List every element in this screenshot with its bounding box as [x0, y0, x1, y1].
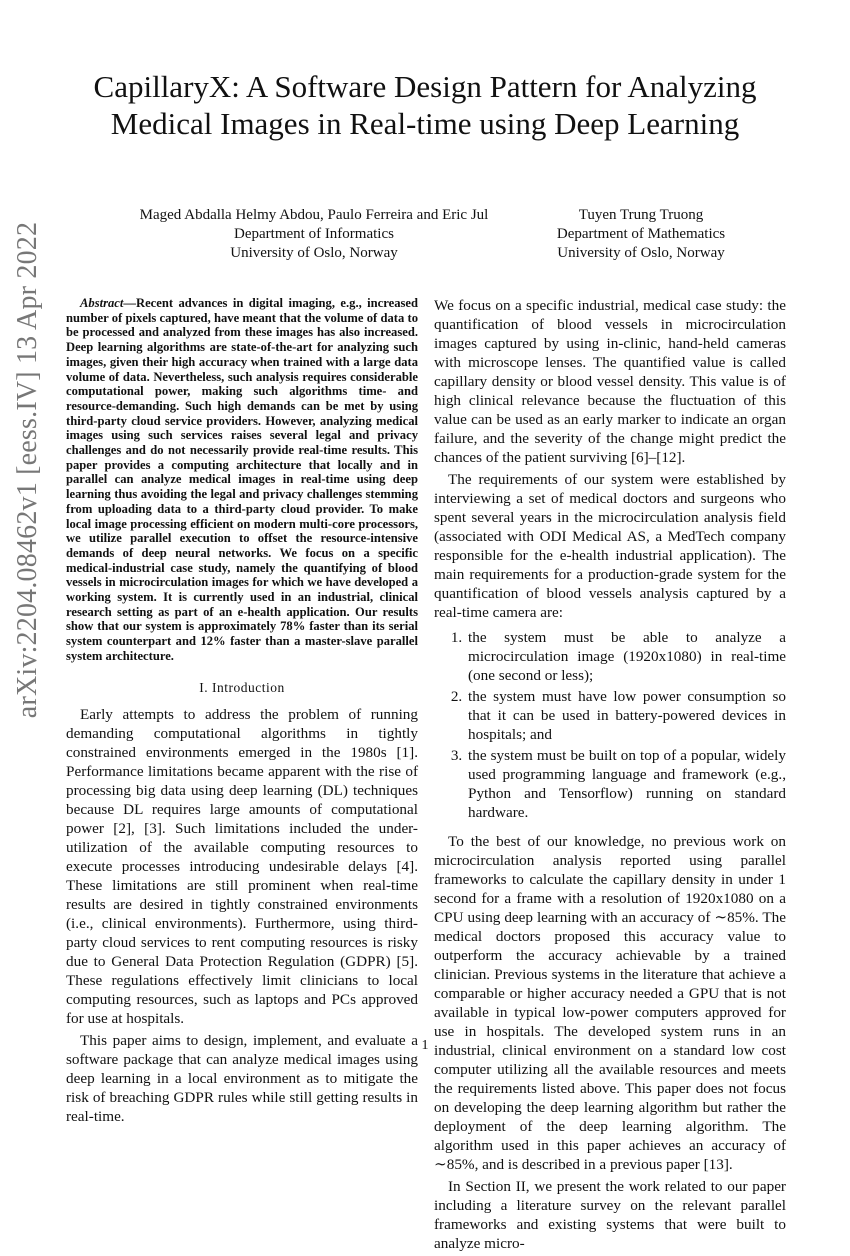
abstract: [66, 296, 418, 664]
abstract-text: —Recent advances in digital imaging, e.g., increased number of pixels captured, have meant that the volume of data to be processed and analyzed from these images has also increased. Deep learning algorithms are state-of-the-art for analyzing such images, given their high accuracy when trained with a large data volume of data. Nevertheless, such analysis requires considerable computational power, making such algorithms time- and resource-demanding. Such high demands can be met by using third-party cloud service providers. However, analyzing medical images using such services raises several legal and privacy challenges and do not necessarily provide real-time results. This paper provides a computing architecture that locally and in parallel can analyze medical images in real-time using deep learning thus avoiding the legal and privacy challenges stemming from uploading data to a third-party cloud provider. To make local image processing efficient on modern multi-core processors, we utilize parallel execution to offset the resource-intensive demands of deep neural networks. We focus on a specific medical-industrial case study, namely the quantifying of blood vessels in microcirculation images for which we have developed a working system. It is currently used in an industrial, clinical research setting as part of an e-health application. Our results show that our system is approximately 78% faster than its serial system counterpart and 12% faster than a master-slave parallel system architecture.: [66, 296, 418, 663]
author-names: Maged Abdalla Helmy Abdou, Paulo Ferreira and Eric Jul: [139, 207, 489, 223]
paper-title: CapillaryX: A Software Design Pattern for Analyzing Medical Images in Real-time using Deep Learning: [93, 69, 757, 141]
paragraph: We focus on a specific industrial, medical case study: the quantification of blood vessels in microcirculation images captured by using in-clinic, hand-held cameras with microscope lenses. The quantified value is called capillary density or blood vessel density. This value is of high clinical relevance because the fluctuation of this value can be used as an early marker to indicate an organ failure, and the severity of the change might predict the chances of the patient surviving [6]–[12].: [434, 297, 786, 466]
left-column: [66, 296, 418, 1129]
author-names: Tuyen Trung Truong: [578, 207, 704, 223]
paragraph: The requirements of our system were established by interviewing a set of medical doctors and surgeons who spent several years in the microcirculation analysis field (associated with ODI Medical AS, a MedTech company responsible for the e-health industrial application). The main requirements for a production-grade system for the quantification of blood vessels analysis captured by a real-time camera are:: [434, 471, 786, 621]
paragraph: To the best of our knowledge, no previous work on microcirculation analysis reported using parallel frameworks to calculate the capillary density in under 1 second for a frame with a resolution of 1920x1080 on a CPU using deep learning with an accuracy of ∼85%. The medical doctors proposed this accuracy value to outperform the accuracy achievable by a trained clinician. Previous systems in the literature that achieve a comparable or higher accuracy needed a GPU that is not available in typical low-power computers approved for use in hospitals. The developed system runs in an industrial, clinical environment on a standard low cost computer utilizing all the available resources and meets the requirements listed above. This paper does not focus on developing the deep learning algorithm but rather the deployment of the deep learning algorithm. The algorithm used in this paper achieves an accuracy of ∼85%, and is described in a previous paper [13].: [434, 833, 786, 1173]
author-department: Department of Informatics: [234, 226, 394, 242]
list-item: 3. the system must be built on top of a popular, widely used programming language and framework (e.g., Python and Tensorflow) running on standard hardware.: [466, 746, 786, 822]
list-item: 2. the system must have low power consumption so that it can be used in battery-powered devices in hospitals; and: [466, 687, 786, 744]
right-column: [434, 296, 786, 1256]
arxiv-identifier-text: arXiv:2204.08462v1 [eess.IV] 13 Apr 2022: [12, 221, 43, 719]
page-number: 1: [421, 1038, 429, 1053]
author-block-informatics: [118, 206, 510, 263]
paragraph: In Section II, we present the work related to our paper including a literature survey on the relevant parallel frameworks and existing systems that were built to analyze micro-: [434, 1178, 786, 1252]
list-item: 1. the system must be able to analyze a microcirculation image (1920x1080) in real-time (one second or less);: [466, 628, 786, 685]
author-institution: University of Oslo, Norway: [557, 245, 725, 261]
arxiv-identifier-stamp: [8, 221, 48, 719]
abstract-lead: Abstract: [80, 296, 124, 310]
section-heading-introduction: [66, 678, 418, 697]
section-heading-text: I. Introduction: [199, 679, 285, 695]
paragraph: Early attempts to address the problem of running demanding computational algorithms in tightly constrained environments emerged in the 1980s [1]. Performance limitations became apparent with the rise of processing big data using deep learning (DL) techniques because DL requires large amounts of computational power [2], [3]. Such limitations included the under-utilization of the available computing resources to execute processes introducing undesirable delays [4]. These limitations are still prominent when real-time results are desired in tightly constrained environments (i.e., clinical environments). Furthermore, using third-party cloud services to rent computing resources is risky due to General Data Protection Regulation (GDPR) [5]. These regulations effectively limit clinicians to local computing resources, such as laptops and PCs approved for use at hospitals.: [66, 705, 418, 1027]
requirements-list: [434, 628, 786, 822]
author-department: Department of Mathematics: [556, 226, 726, 242]
author-block-mathematics: [532, 206, 750, 263]
paragraph: This paper aims to design, implement, and evaluate a software package that can analyze medical images using deep learning in a local environment as to mitigate the risk of breaching GDPR rules while still getting results in real-time.: [66, 1031, 418, 1125]
author-institution: University of Oslo, Norway: [230, 245, 398, 261]
